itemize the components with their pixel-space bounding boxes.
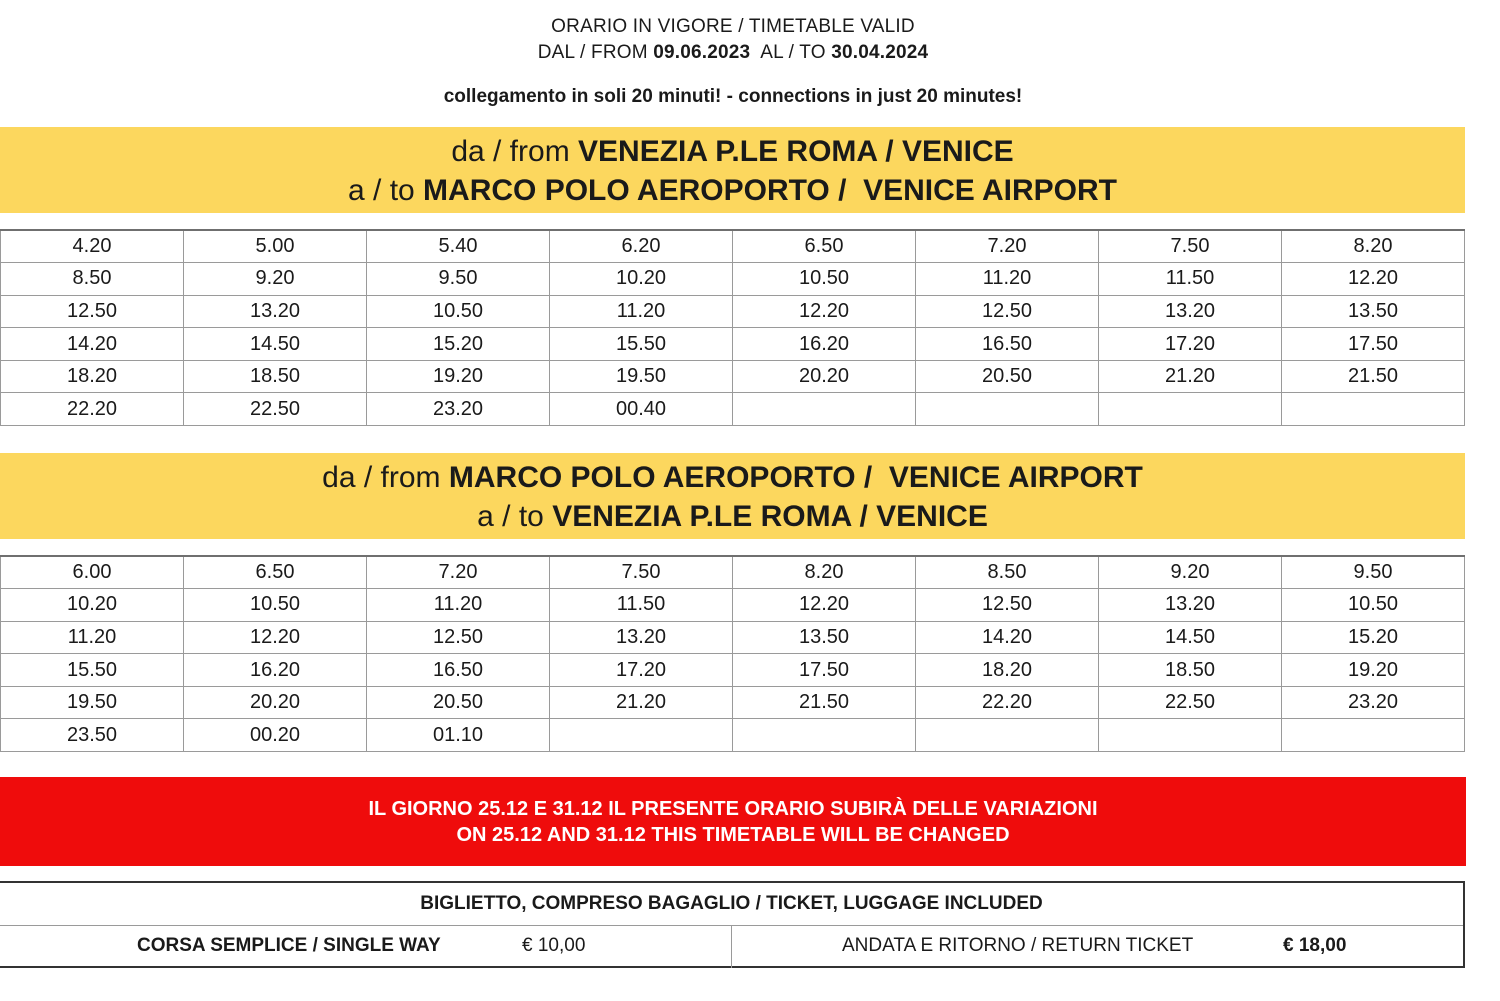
- departure-time-cell: 11.50: [1099, 263, 1282, 296]
- departure-time-cell: 8.50: [916, 556, 1099, 589]
- departure-time-cell: 6.50: [733, 230, 916, 263]
- table-row: [1, 621, 1465, 654]
- departure-time-cell: 7.20: [916, 230, 1099, 263]
- departure-time-cell: 7.20: [367, 556, 550, 589]
- departure-time-cell: 16.20: [733, 328, 916, 361]
- departure-time-cell: [1282, 719, 1465, 752]
- departure-time-cell: 10.50: [184, 589, 367, 622]
- departure-time-cell: 18.50: [184, 360, 367, 393]
- departure-time-cell: 8.20: [733, 556, 916, 589]
- departure-time-cell: 13.50: [1282, 295, 1465, 328]
- departure-time-cell: 00.40: [550, 393, 733, 426]
- departure-time-cell: 10.20: [1, 589, 184, 622]
- departure-time-cell: 16.50: [916, 328, 1099, 361]
- departure-time-cell: 12.20: [733, 589, 916, 622]
- route2-header: [0, 453, 1465, 539]
- departure-time-cell: 13.50: [733, 621, 916, 654]
- route2-from-name: MARCO POLO AEROPORTO / VENICE AIRPORT: [448, 461, 1143, 494]
- departure-time-cell: 13.20: [184, 295, 367, 328]
- route2-from-line: [0, 458, 1465, 497]
- ticket-prices: [0, 881, 1465, 968]
- departure-time-cell: 10.50: [733, 263, 916, 296]
- departure-time-cell: 9.50: [1282, 556, 1465, 589]
- to-date: 30.04.2024: [831, 42, 929, 63]
- route1-header: [0, 127, 1465, 213]
- departure-time-cell: 12.50: [367, 621, 550, 654]
- departure-time-cell: 7.50: [550, 556, 733, 589]
- departure-time-cell: 10.50: [367, 295, 550, 328]
- departure-time-cell: 10.20: [550, 263, 733, 296]
- route1-timetable: [0, 229, 1465, 426]
- table-row: [1, 589, 1465, 622]
- departure-time-cell: 19.50: [1, 686, 184, 719]
- departure-time-cell: 20.20: [733, 360, 916, 393]
- departure-time-cell: 23.20: [1282, 686, 1465, 719]
- departure-time-cell: 18.20: [1, 360, 184, 393]
- departure-time-cell: 16.50: [367, 654, 550, 687]
- departure-time-cell: 17.50: [1282, 328, 1465, 361]
- single-way-price: € 10,00: [522, 935, 586, 956]
- departure-time-cell: [916, 719, 1099, 752]
- validity-heading: [0, 16, 1466, 38]
- route2-to-prefix: a / to: [477, 500, 553, 533]
- departure-time-cell: 9.20: [1099, 556, 1282, 589]
- departure-time-cell: 17.20: [550, 654, 733, 687]
- departure-time-cell: 8.20: [1282, 230, 1465, 263]
- table-row: [1, 393, 1465, 426]
- departure-time-cell: 14.50: [184, 328, 367, 361]
- ticket-title: BIGLIETTO, COMPRESO BAGAGLIO / TICKET, LUGGAGE INCLUDED: [0, 883, 1463, 926]
- departure-time-cell: 19.50: [550, 360, 733, 393]
- route1-to-name: MARCO POLO AEROPORTO / VENICE AIRPORT: [423, 174, 1117, 207]
- departure-time-cell: 11.50: [550, 589, 733, 622]
- timetable-change-notice: [0, 777, 1466, 866]
- departure-time-cell: 12.20: [733, 295, 916, 328]
- return-ticket-label: ANDATA E RITORNO / RETURN TICKET: [842, 935, 1194, 956]
- departure-time-cell: 18.50: [1099, 654, 1282, 687]
- departure-time-cell: 15.50: [1, 654, 184, 687]
- departure-time-cell: 12.20: [184, 621, 367, 654]
- departure-time-cell: 21.50: [733, 686, 916, 719]
- departure-time-cell: 17.50: [733, 654, 916, 687]
- departure-time-cell: 21.20: [1099, 360, 1282, 393]
- departure-time-cell: 6.50: [184, 556, 367, 589]
- departure-time-cell: 22.50: [184, 393, 367, 426]
- route2-to-line: [0, 497, 1465, 536]
- route1-to-prefix: a / to: [348, 174, 424, 207]
- table-row: [1, 686, 1465, 719]
- departure-time-cell: 12.50: [916, 589, 1099, 622]
- return-ticket-price: € 18,00: [1283, 935, 1347, 956]
- departure-time-cell: 20.50: [367, 686, 550, 719]
- ticket-divider: [731, 926, 732, 968]
- departure-time-cell: 11.20: [1, 621, 184, 654]
- departure-time-cell: 11.20: [550, 295, 733, 328]
- departure-time-cell: 19.20: [1282, 654, 1465, 687]
- departure-time-cell: [1099, 393, 1282, 426]
- to-label: AL / TO: [750, 42, 832, 63]
- departure-time-cell: 10.50: [1282, 589, 1465, 622]
- notice-line-italian: IL GIORNO 25.12 E 31.12 IL PRESENTE ORARIO SUBIRÀ DELLE VARIAZIONI: [368, 798, 1098, 820]
- departure-time-cell: 13.20: [550, 621, 733, 654]
- departure-time-cell: 5.40: [367, 230, 550, 263]
- departure-time-cell: 6.00: [1, 556, 184, 589]
- validity-dates: [0, 42, 1466, 64]
- departure-time-cell: 21.50: [1282, 360, 1465, 393]
- departure-time-cell: 21.20: [550, 686, 733, 719]
- table-row: [1, 230, 1465, 263]
- from-date: 09.06.2023: [653, 42, 751, 63]
- departure-time-cell: 11.20: [916, 263, 1099, 296]
- departure-time-cell: 14.20: [1, 328, 184, 361]
- route1-from-prefix: da / from: [451, 135, 579, 168]
- validity-title: ORARIO IN VIGORE / TIMETABLE VALID: [551, 16, 915, 37]
- departure-time-cell: 15.20: [1282, 621, 1465, 654]
- departure-time-cell: 8.50: [1, 263, 184, 296]
- departure-time-cell: 18.20: [916, 654, 1099, 687]
- departure-time-cell: 23.20: [367, 393, 550, 426]
- single-way-label: CORSA SEMPLICE / SINGLE WAY: [137, 935, 441, 956]
- departure-time-cell: [733, 393, 916, 426]
- departure-time-cell: 12.50: [1, 295, 184, 328]
- tagline: collegamento in soli 20 minuti! - connections in just 20 minutes!: [443, 86, 1023, 107]
- departure-time-cell: [733, 719, 916, 752]
- departure-time-cell: 22.50: [1099, 686, 1282, 719]
- departure-time-cell: 11.20: [367, 589, 550, 622]
- departure-time-cell: 00.20: [184, 719, 367, 752]
- route1-to-line: [0, 171, 1465, 210]
- departure-time-cell: 9.20: [184, 263, 367, 296]
- route2-from-prefix: da / from: [322, 461, 449, 494]
- departure-time-cell: 13.20: [1099, 589, 1282, 622]
- route2-timetable: [0, 555, 1465, 752]
- departure-time-cell: 20.20: [184, 686, 367, 719]
- departure-time-cell: 17.20: [1099, 328, 1282, 361]
- route1-from-name: VENEZIA P.LE ROMA / VENICE: [578, 135, 1014, 168]
- route2-to-name: VENEZIA P.LE ROMA / VENICE: [552, 500, 988, 533]
- departure-time-cell: 22.20: [916, 686, 1099, 719]
- table-row: [1, 295, 1465, 328]
- table-row: [1, 654, 1465, 687]
- departure-time-cell: 14.50: [1099, 621, 1282, 654]
- departure-time-cell: 13.20: [1099, 295, 1282, 328]
- departure-time-cell: 01.10: [367, 719, 550, 752]
- departure-time-cell: [1099, 719, 1282, 752]
- route1-from-line: [0, 132, 1465, 171]
- departure-time-cell: [916, 393, 1099, 426]
- notice-line-english: ON 25.12 AND 31.12 THIS TIMETABLE WILL BE CHANGED: [456, 824, 1010, 846]
- table-row: [1, 360, 1465, 393]
- table-row: [1, 719, 1465, 752]
- departure-time-cell: [1282, 393, 1465, 426]
- departure-time-cell: 6.20: [550, 230, 733, 263]
- departure-time-cell: 14.20: [916, 621, 1099, 654]
- departure-time-cell: 7.50: [1099, 230, 1282, 263]
- departure-time-cell: 12.50: [916, 295, 1099, 328]
- departure-time-cell: 15.50: [550, 328, 733, 361]
- departure-time-cell: 15.20: [367, 328, 550, 361]
- departure-time-cell: 16.20: [184, 654, 367, 687]
- departure-time-cell: 22.20: [1, 393, 184, 426]
- from-label: DAL / FROM: [537, 42, 654, 63]
- departure-time-cell: 19.20: [367, 360, 550, 393]
- departure-time-cell: 20.50: [916, 360, 1099, 393]
- departure-time-cell: 12.20: [1282, 263, 1465, 296]
- table-row: [1, 263, 1465, 296]
- departure-time-cell: 5.00: [184, 230, 367, 263]
- departure-time-cell: 4.20: [1, 230, 184, 263]
- departure-time-cell: 23.50: [1, 719, 184, 752]
- table-row: [1, 328, 1465, 361]
- table-row: [1, 556, 1465, 589]
- departure-time-cell: 9.50: [367, 263, 550, 296]
- departure-time-cell: [550, 719, 733, 752]
